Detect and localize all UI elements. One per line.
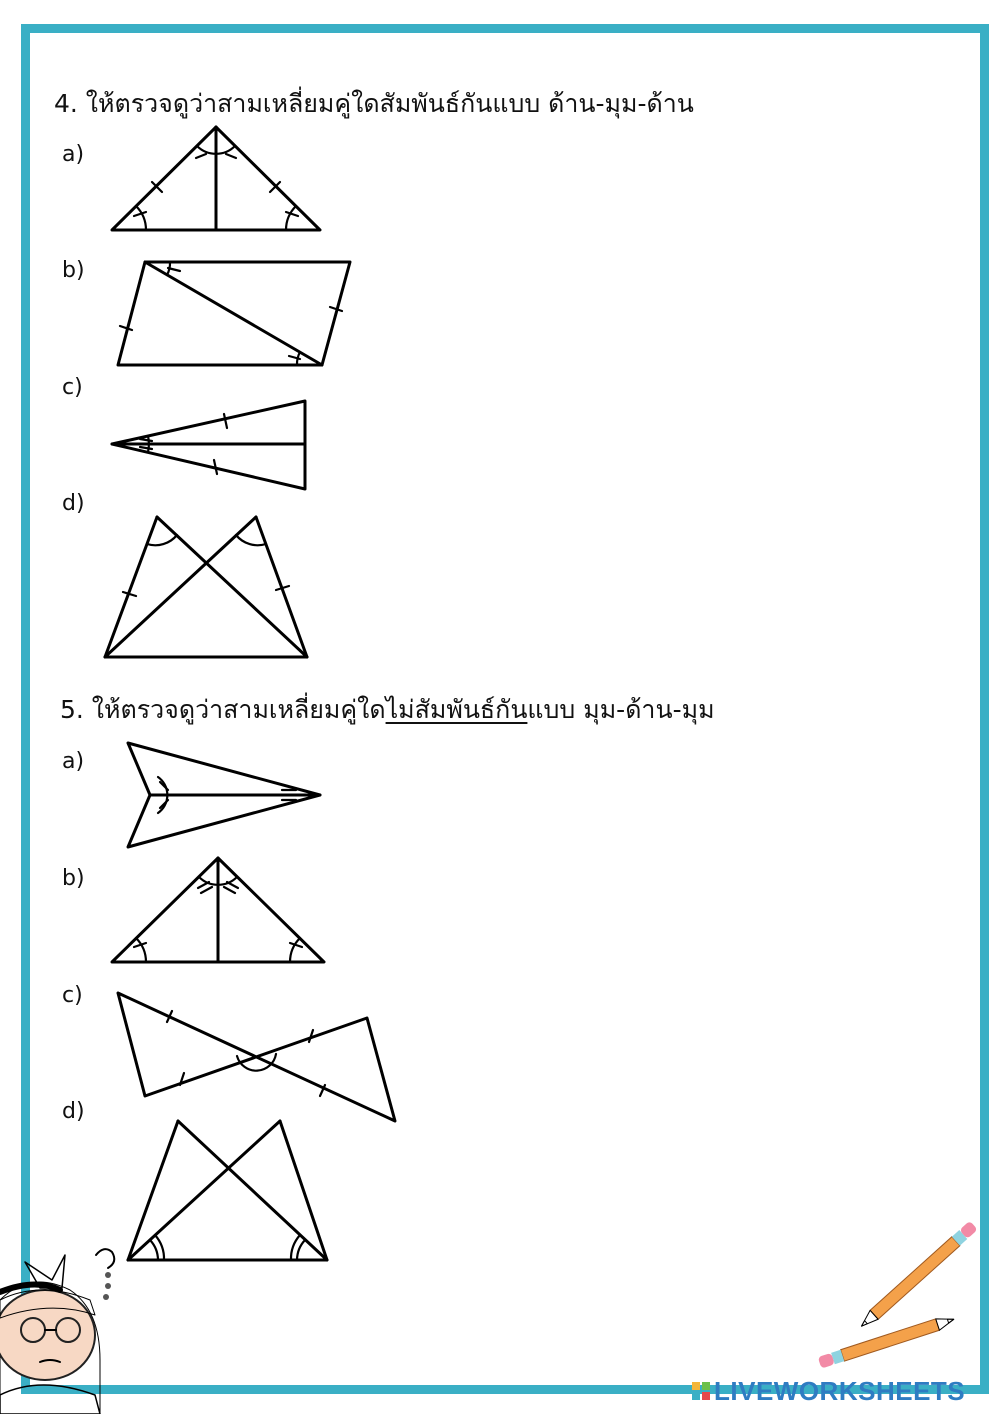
question-5-title-suffix: แบบ มุม-ด้าน-มุม [527, 695, 715, 724]
q4-figure-a [112, 127, 320, 230]
liveworksheets-logo-icon [692, 1382, 710, 1400]
q5-figure-b [112, 858, 324, 962]
q5-option-b-label: b) [62, 866, 85, 891]
q5-figure-a [128, 743, 320, 847]
logo-square [692, 1392, 700, 1400]
q5-option-c-label: c) [62, 983, 83, 1008]
pencils-illustration [818, 1221, 978, 1369]
q4-figure-d [105, 517, 307, 657]
question-4-title: 4. ให้ตรวจดูว่าสามเหลี่ยมคู่ใดสัมพันธ์กันแบบ ด้าน-มุม-ด้าน [54, 89, 694, 118]
brand-text: LIVEWORKSHEETS [714, 1375, 966, 1406]
q4-option-b-label: b) [62, 258, 85, 283]
q5-figure-c [118, 993, 395, 1121]
q5-option-a-label: a) [62, 749, 85, 774]
q4-option-d-label: d) [62, 491, 85, 516]
q5-figure-d [128, 1121, 327, 1260]
q4-option-a-label: a) [62, 142, 85, 167]
q4-figure-b [118, 262, 350, 365]
q4-figure-c [112, 401, 305, 489]
logo-square [702, 1382, 710, 1390]
q4-option-c-label: c) [62, 375, 83, 400]
logo-square [702, 1392, 710, 1400]
logo-square [692, 1382, 700, 1390]
liveworksheets-brand[interactable] [692, 1376, 965, 1406]
thinking-girl-illustration [0, 1249, 114, 1414]
question-5-title-prefix: 5. ให้ตรวจดูว่าสามเหลี่ยมคู่ใด [60, 695, 386, 724]
q5-option-d-label: d) [62, 1099, 85, 1124]
question-5-title-underlined: ไม่สัมพันธ์กัน [385, 695, 528, 724]
